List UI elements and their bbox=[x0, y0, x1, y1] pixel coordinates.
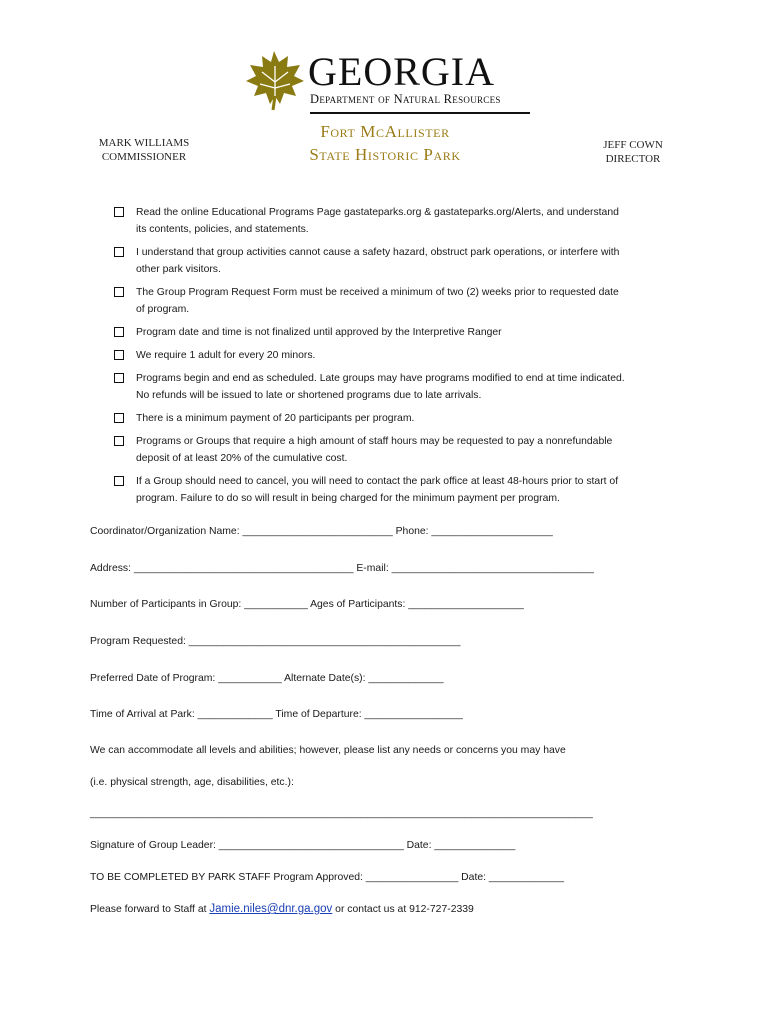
director-title: DIRECTOR bbox=[605, 153, 661, 165]
department-name: Department of Natural Resources bbox=[310, 92, 501, 106]
checkbox[interactable] bbox=[114, 287, 124, 297]
needs-input-line[interactable]: _______________________________________________________________________________________ bbox=[90, 808, 593, 819]
checklist-item: Programs begin and end as scheduled. Late groups may have programs modified to end at time indicated. No refunds will be issued to late or shortened programs due to late arrivals. bbox=[112, 370, 692, 404]
program-requested-field[interactable]: Program Requested: _______________________________________________ bbox=[90, 636, 461, 647]
checklist-item: Read the online Educational Programs Page gastateparks.org & gastateparks.org/Alerts, and understand its contents, policies, and statements. bbox=[112, 204, 692, 238]
signature-date-field[interactable]: Signature of Group Leader: ________________________________ Date: ______________ bbox=[90, 840, 516, 851]
needs-prompt-examples: (i.e. physical strength, age, disabilities, etc.): bbox=[90, 777, 294, 788]
director-name: JEFF COWN bbox=[603, 139, 663, 151]
checklist-item: If a Group should need to cancel, you will need to contact the park office at least 48-hours prior to start of program. Failure to do so will result in being charged for the minimum payment per program. bbox=[112, 473, 692, 507]
checkbox[interactable] bbox=[114, 413, 124, 423]
email-link[interactable]: Jamie.niles@dnr.ga.gov bbox=[209, 903, 333, 915]
checklist-item: Programs or Groups that require a high amount of staff hours may be requested to pay a nonrefundable deposit of at least 20% of the cumulative cost. bbox=[112, 433, 692, 467]
commissioner-title: COMMISSIONER bbox=[101, 151, 187, 163]
checklist-item: There is a minimum payment of 20 participants per program. bbox=[112, 410, 692, 427]
gadnr-logo bbox=[244, 46, 528, 116]
forward-line bbox=[90, 903, 710, 915]
checklist-item: Program date and time is not finalized until approved by the Interpretive Ranger bbox=[112, 324, 692, 341]
park-name-line2: State Historic Park bbox=[309, 145, 461, 164]
coordinator-phone-field[interactable]: Coordinator/Organization Name: __________________________ Phone: _____________________ bbox=[90, 526, 553, 537]
commissioner-block bbox=[98, 136, 190, 164]
staff-approval-field[interactable]: TO BE COMPLETED BY PARK STAFF Program Approved: ________________ Date: _____________ bbox=[90, 872, 565, 883]
checklist-item: We require 1 adult for every 20 minors. bbox=[112, 347, 692, 364]
director-block bbox=[598, 138, 668, 166]
address-email-field[interactable]: Address: ______________________________________ E-mail: ___________________________________ bbox=[90, 563, 594, 574]
participants-ages-field[interactable]: Number of Participants in Group: ___________ Ages of Participants: ____________________ bbox=[90, 599, 524, 610]
needs-prompt: We can accommodate all levels and abilities; however, please list any needs or concerns you may have bbox=[90, 745, 566, 756]
dates-field[interactable]: Preferred Date of Program: ___________ Alternate Date(s): _____________ bbox=[90, 673, 444, 684]
park-name bbox=[280, 120, 490, 166]
forward-prefix: Please forward to Staff at bbox=[90, 904, 210, 915]
brand-title: GEORGIA bbox=[308, 49, 495, 94]
checkbox[interactable] bbox=[114, 350, 124, 360]
checkbox[interactable] bbox=[114, 436, 124, 446]
requirements-checklist bbox=[112, 204, 692, 507]
commissioner-name: MARK WILLIAMS bbox=[98, 137, 190, 149]
forward-suffix: or contact us at 912-727-2339 bbox=[332, 904, 474, 915]
park-name-line1: Fort McAllister bbox=[320, 122, 450, 141]
logo-rule bbox=[310, 112, 530, 114]
checkbox[interactable] bbox=[114, 327, 124, 337]
checkbox[interactable] bbox=[114, 247, 124, 257]
checkbox[interactable] bbox=[114, 476, 124, 486]
checklist-item: The Group Program Request Form must be received a minimum of two (2) weeks prior to requested date of program. bbox=[112, 284, 692, 318]
checkbox[interactable] bbox=[114, 207, 124, 217]
checkbox[interactable] bbox=[114, 373, 124, 383]
checklist-item: I understand that group activities cannot cause a safety hazard, obstruct park operations, or interfere with other park visitors. bbox=[112, 244, 692, 278]
leaf-icon bbox=[244, 48, 306, 112]
arrival-departure-field[interactable]: Time of Arrival at Park: _____________ Time of Departure: _________________ bbox=[90, 709, 463, 720]
